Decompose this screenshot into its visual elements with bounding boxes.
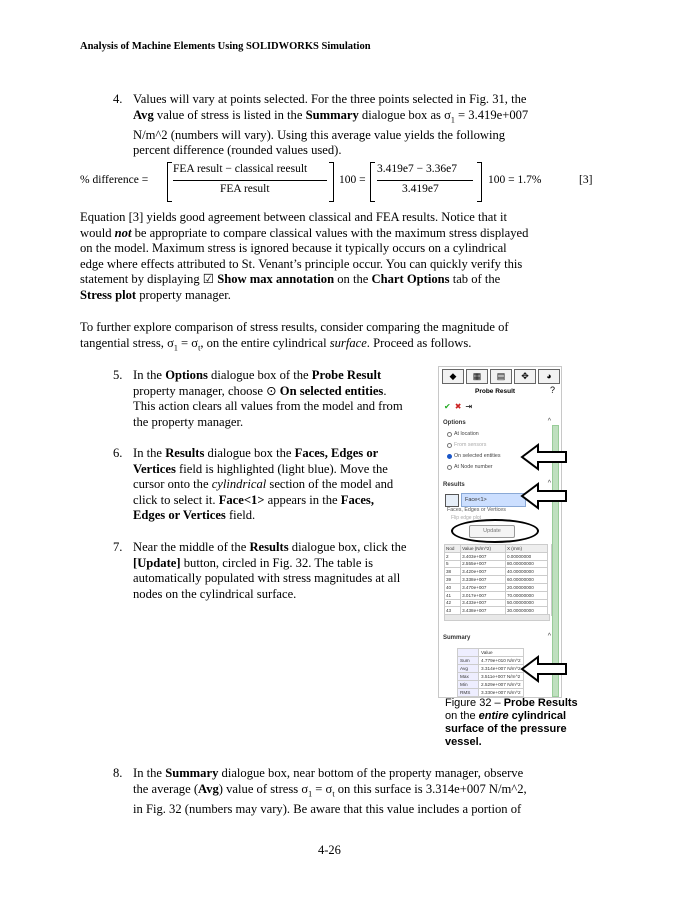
configuration-icon[interactable]: ▤ [490, 369, 512, 384]
table-row[interactable]: 40 3.470e+007 20.00000000 [445, 583, 548, 591]
table-horizontal-scrollbar[interactable] [444, 614, 550, 621]
faces-edges-vertices-label: Faces, Edges or Vertices [447, 507, 506, 513]
arrow-selected-entities-icon [520, 443, 568, 471]
feature-manager-toolbar [442, 369, 560, 384]
percent-difference-equation: % difference = FEA result − classical reesult FEA result 100 = 3.419e7 − 3.36e7 3.419e7 100 = 1.7% [3] [80, 160, 600, 205]
dimxpert-icon[interactable]: ✥ [514, 369, 536, 384]
update-button[interactable]: Update [469, 525, 515, 538]
summary-table [457, 648, 524, 697]
column-header: Nod [445, 545, 461, 553]
ok-icon[interactable]: ✔ [444, 402, 455, 411]
summary-section-label: Summary [443, 635, 471, 641]
face-selection-icon [445, 494, 459, 507]
step-7-text: Near the middle of the Results dialogue box, click the [Update] button, circled in Fig. 32. The table is automatically populated with stress magnitudes at all nodes on the cylindrical surface. [133, 540, 407, 601]
summary-row: Min 2.529e+007 N/m^2 [458, 681, 524, 689]
option-at-location[interactable]: At location [447, 431, 479, 437]
step-8-text: In the Summary dialogue box, near bottom of the property manager, observe the average (Avg) value of stress $\sigma_1 = \sigma_t$ on this surface is 3.314e+007 N/m^2, in Fig. 32 (numbers may vary). Be aware that this value includes a portion of [133, 766, 527, 816]
feature-tree-icon[interactable]: ◆ [442, 369, 464, 384]
property-manager-icon[interactable]: ▦ [466, 369, 488, 384]
summary-row: RMS 3.330e+007 N/m^2 [458, 689, 524, 697]
ok-cancel-row [444, 402, 476, 411]
summary-row: Max 3.511e+007 N/m^2 [458, 673, 524, 681]
summary-value-header: Value [479, 649, 524, 657]
paragraph-tangential: To further explore comparison of stress results, consider comparing the magnitude of tangential stress, $\sigma_1 = \sigma_t$, on the entire cylindrical surface. Proceed as follows. [80, 320, 509, 353]
flip-edge-plot-checkbox[interactable]: Flip edge plot [451, 515, 482, 521]
options-collapse-icon[interactable]: ^ [547, 418, 551, 425]
results-section-label: Results [443, 482, 465, 488]
step-4-text: Values will vary at points selected. For the three points selected in Fig. 31, the Avg value of stress is listed in the Summary dialogue box as $\sigma_1 = 3.419e+007$ N/m^2 (numbers will vary). Using this average value yields the following percent difference (rounded values used). [133, 92, 529, 158]
faces-edges-vertices-field[interactable]: Face<1> [461, 493, 526, 507]
summary-collapse-icon[interactable]: ^ [547, 633, 551, 640]
step-4-number: 4. [113, 92, 123, 106]
option-at-node-number[interactable]: At Node number [447, 464, 493, 470]
panel-title: Probe Result [475, 388, 516, 395]
step-5-text: In the Options dialogue box of the Probe Result property manager, choose ⊙ On selected entities. This action clears all values from the model and from the property manager. [133, 368, 403, 429]
step-5-number: 5. [113, 368, 123, 382]
arrow-avg-value-icon [520, 655, 568, 683]
page-number: 4-26 [318, 843, 341, 857]
step-7-number: 7. [113, 540, 123, 554]
column-header: X (mm) [505, 545, 547, 553]
probe-result-panel [438, 366, 562, 698]
step-8-number: 8. [113, 766, 123, 780]
table-row[interactable]: 2 3.403e+007 0.00000000 [445, 552, 548, 560]
running-header: Analysis of Machine Elements Using SOLIDWORKS Simulation [80, 41, 371, 52]
table-row[interactable]: 43 3.438e+007 30.00000000 [445, 607, 548, 615]
table-row[interactable]: 5 2.555e+007 80.00000000 [445, 560, 548, 568]
table-row[interactable]: 41 3.017e+007 70.00000000 [445, 591, 548, 599]
option-on-selected-entities[interactable]: On selected entities [447, 453, 501, 459]
step-6-text: In the Results dialogue box the Faces, Edges or Vertices field is highlighted (light blue). Move the cursor onto the cylindrical section of the model and click to select it. Face<1> appears in the Faces, Edges or Vertices field. [133, 446, 394, 522]
summary-row: Avg 3.314e+007 N/m^2 [458, 665, 524, 673]
display-manager-icon[interactable]: ◕ [538, 369, 560, 384]
table-row[interactable]: 42 3.433e+007 50.00000000 [445, 599, 548, 607]
options-section-label: Options [443, 420, 466, 426]
column-header: Value (N/m^2) [461, 545, 506, 553]
pin-icon[interactable]: ⇥ [465, 402, 477, 411]
step-6-number: 6. [113, 446, 123, 460]
table-row[interactable]: 39 3.338e+007 60.00000000 [445, 576, 548, 584]
arrow-faces-field-icon [520, 482, 568, 510]
table-row[interactable]: 38 3.420e+007 40.00000000 [445, 568, 548, 576]
paragraph-agreement: Equation [3] yields good agreement between classical and FEA results. Notice that it would not be appropriate to compare classical values with the maximum stress displayed on the model. Maximum stress is ignored because it typically occurs on a cylindrical edge where effects attributed to St. Venant’s principle occur. You can quickly verify this statement by displaying ☑ Show max annotation on the Chart Options tab of the Stress plot property manager. [80, 210, 529, 302]
results-collapse-icon[interactable]: ^ [547, 480, 551, 487]
option-from-sensors[interactable]: From sensors [447, 442, 486, 448]
figure-32-caption: Figure 32 – Probe Results on the entire cylindrical surface of the pressure vessel. [445, 697, 578, 748]
probe-results-table [444, 544, 548, 615]
update-highlight-circle [451, 519, 539, 543]
summary-row: Sum 4.779e+010 N/m^2 [458, 657, 524, 665]
help-icon[interactable]: ? [549, 385, 555, 395]
cancel-icon[interactable]: ✖ [454, 402, 466, 411]
